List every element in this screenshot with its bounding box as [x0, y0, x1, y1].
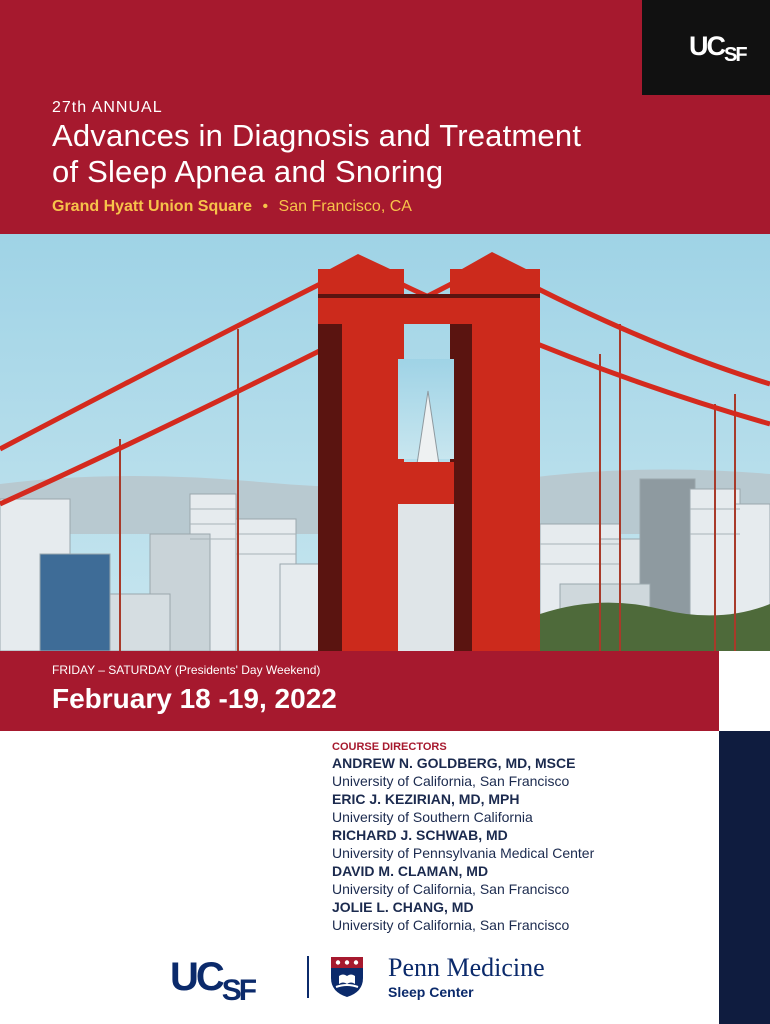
director-affiliation: University of Southern California: [332, 809, 533, 825]
director-name: JOLIE L. CHANG, MD: [332, 899, 474, 915]
logo-divider: [307, 956, 309, 998]
venue: [52, 198, 412, 216]
director-affiliation: University of California, San Francisco: [332, 773, 570, 789]
director-affiliation: University of California, San Francisco: [332, 917, 570, 933]
navy-accent-bar: [719, 731, 770, 1024]
edition-label: 27th ANNUAL: [52, 99, 163, 116]
venue-name: Grand Hyatt Union Square: [52, 198, 253, 215]
director-name: RICHARD J. SCHWAB, MD: [332, 827, 508, 843]
director-name: ANDREW N. GOLDBERG, MD, MSCE: [332, 755, 576, 771]
director-name: DAVID M. CLAMAN, MD: [332, 863, 489, 879]
venue-separator: •: [262, 198, 269, 215]
sleep-center-label: Sleep Center: [388, 984, 474, 1000]
penn-shield-icon: [330, 956, 364, 998]
venue-city: San Francisco, CA: [278, 198, 412, 215]
title-line-1: Advances in Diagnosis and Treatment: [52, 118, 582, 153]
course-title: [52, 118, 752, 190]
event-dates: February 18 -19, 2022: [52, 683, 337, 714]
title-line-2: of Sleep Apnea and Snoring: [52, 154, 444, 189]
director-affiliation: University of Pennsylvania Medical Center: [332, 845, 595, 861]
penn-medicine-name: Penn Medicine: [388, 953, 545, 982]
director-name: ERIC J. KEZIRIAN, MD, MPH: [332, 791, 520, 807]
date-subtitle: FRIDAY – SATURDAY (Presidents' Day Weekend): [52, 663, 321, 677]
sponsor-logos: [170, 953, 630, 1007]
course-directors: [332, 741, 712, 934]
ucsf-logo: [642, 0, 770, 95]
header-band: [0, 0, 770, 234]
ucsf-footer-logo: $UC_{SF}$: [170, 955, 255, 1007]
director-affiliation: University of California, San Francisco: [332, 881, 570, 897]
ucsf-logo-text: $UC_{SF}$: [689, 31, 746, 66]
directors-label: COURSE DIRECTORS: [332, 741, 447, 753]
golden-gate-bridge-photo: [0, 234, 770, 651]
